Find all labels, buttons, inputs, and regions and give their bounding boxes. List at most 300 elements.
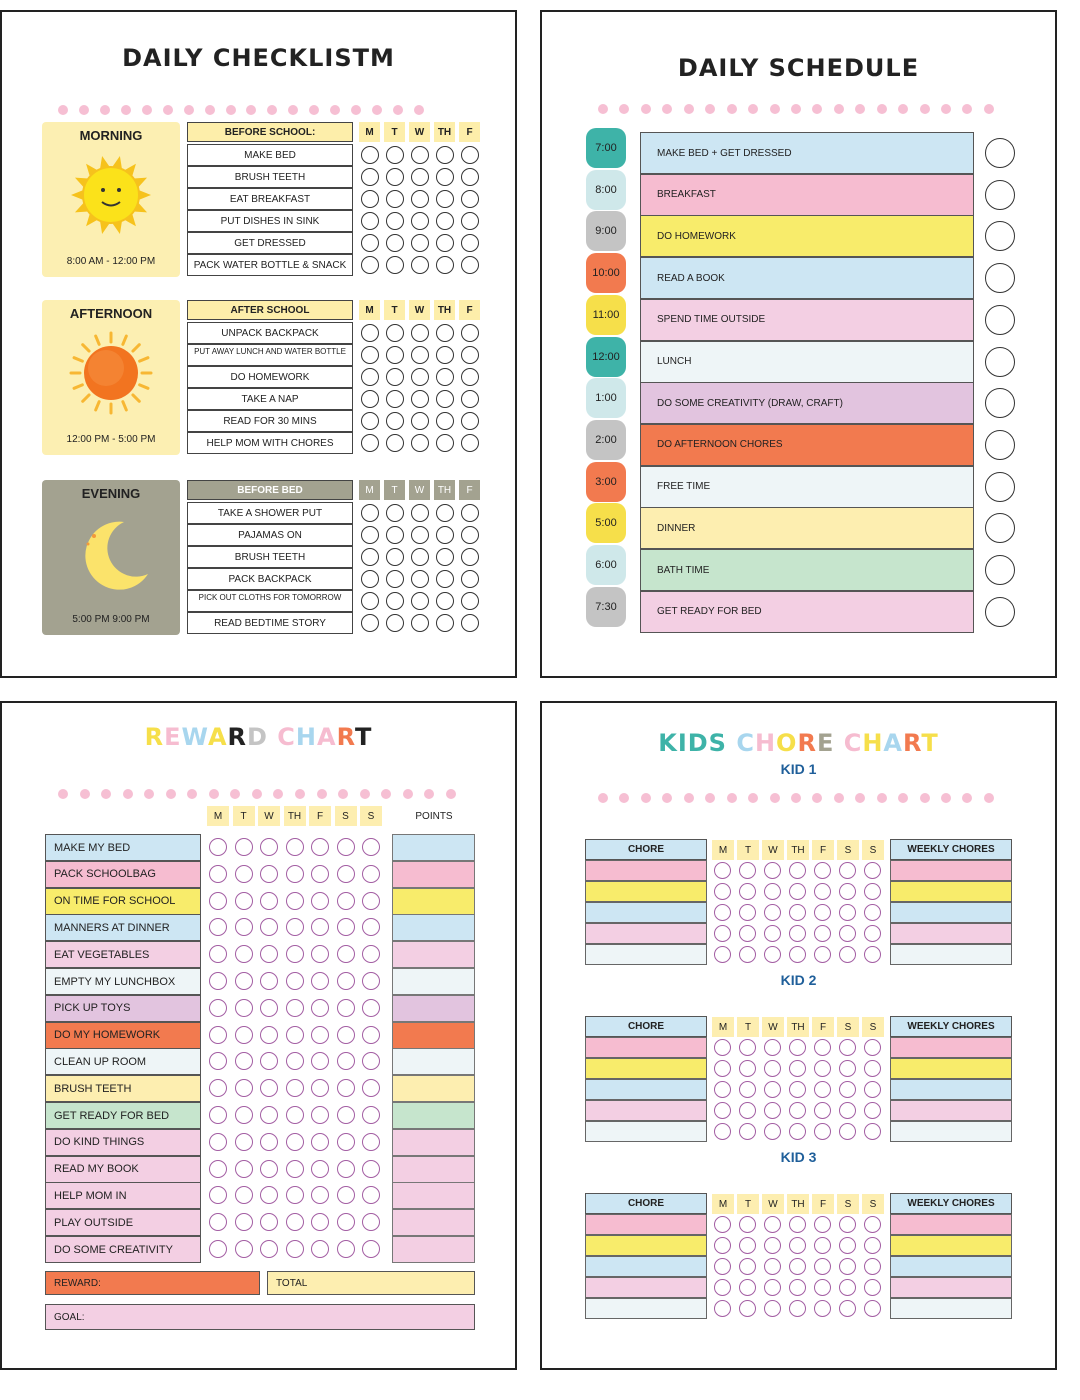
check-circle[interactable] [461,146,479,164]
done-circle[interactable] [985,263,1015,293]
check-circle[interactable] [436,234,454,252]
check-circle[interactable] [411,504,429,522]
check-circle[interactable] [386,324,404,342]
chore-row[interactable] [585,1121,707,1142]
check-circle[interactable] [461,434,479,452]
check-circle[interactable] [361,570,379,588]
reward-circle[interactable] [260,1106,278,1124]
reward-circle[interactable] [260,1079,278,1097]
reward-circle[interactable] [362,1026,380,1044]
weekly-chore-row[interactable] [890,923,1012,944]
reward-circle[interactable] [286,1213,304,1231]
chore-circle[interactable] [839,1216,856,1233]
chore-circle[interactable] [739,1237,756,1254]
chore-row[interactable] [585,860,707,881]
points-box[interactable] [392,995,475,1022]
weekly-chore-row[interactable] [890,1298,1012,1319]
check-circle[interactable] [386,368,404,386]
reward-circle[interactable] [235,1240,253,1258]
chore-circle[interactable] [839,925,856,942]
check-circle[interactable] [436,146,454,164]
reward-circle[interactable] [286,892,304,910]
reward-circle[interactable] [286,1240,304,1258]
chore-circle[interactable] [864,1279,881,1296]
reward-circle[interactable] [209,1213,227,1231]
weekly-chore-row[interactable] [890,860,1012,881]
reward-circle[interactable] [209,865,227,883]
reward-circle[interactable] [337,838,355,856]
chore-circle[interactable] [739,862,756,879]
reward-circle[interactable] [235,1106,253,1124]
reward-circle[interactable] [235,1052,253,1070]
chore-circle[interactable] [864,1123,881,1140]
check-circle[interactable] [461,548,479,566]
chore-circle[interactable] [814,1279,831,1296]
chore-circle[interactable] [764,1300,781,1317]
reward-circle[interactable] [209,1160,227,1178]
reward-circle[interactable] [209,1186,227,1204]
reward-circle[interactable] [209,1026,227,1044]
reward-circle[interactable] [209,1079,227,1097]
check-circle[interactable] [386,592,404,610]
chore-circle[interactable] [739,1060,756,1077]
chore-circle[interactable] [739,1300,756,1317]
reward-circle[interactable] [209,972,227,990]
chore-row[interactable] [585,902,707,923]
check-circle[interactable] [386,434,404,452]
chore-circle[interactable] [764,1279,781,1296]
chore-circle[interactable] [764,1123,781,1140]
reward-circle[interactable] [311,945,329,963]
chore-row[interactable] [585,1058,707,1079]
reward-circle[interactable] [337,1079,355,1097]
chore-circle[interactable] [739,1081,756,1098]
check-circle[interactable] [361,526,379,544]
chore-circle[interactable] [739,925,756,942]
reward-circle[interactable] [337,1133,355,1151]
reward-circle[interactable] [362,1160,380,1178]
reward-circle[interactable] [235,1026,253,1044]
reward-circle[interactable] [337,1052,355,1070]
reward-circle[interactable] [260,865,278,883]
chore-circle[interactable] [764,1237,781,1254]
check-circle[interactable] [461,614,479,632]
reward-circle[interactable] [260,1186,278,1204]
chore-circle[interactable] [839,1060,856,1077]
reward-circle[interactable] [235,1213,253,1231]
points-box[interactable] [392,1209,475,1236]
check-circle[interactable] [461,256,479,274]
done-circle[interactable] [985,430,1015,460]
check-circle[interactable] [361,434,379,452]
reward-circle[interactable] [260,1133,278,1151]
reward-circle[interactable] [362,1052,380,1070]
reward-circle[interactable] [311,892,329,910]
check-circle[interactable] [461,368,479,386]
done-circle[interactable] [985,513,1015,543]
chore-row[interactable] [585,1256,707,1277]
chore-circle[interactable] [814,1081,831,1098]
points-box[interactable] [392,1022,475,1049]
check-circle[interactable] [361,592,379,610]
chore-circle[interactable] [814,1060,831,1077]
check-circle[interactable] [361,146,379,164]
reward-circle[interactable] [260,972,278,990]
reward-circle[interactable] [260,999,278,1017]
weekly-chore-row[interactable] [890,1121,1012,1142]
check-circle[interactable] [386,234,404,252]
chore-circle[interactable] [864,1237,881,1254]
check-circle[interactable] [386,526,404,544]
check-circle[interactable] [461,526,479,544]
chore-row[interactable] [585,1277,707,1298]
reward-circle[interactable] [209,1133,227,1151]
chore-circle[interactable] [864,1300,881,1317]
reward-circle[interactable] [235,1186,253,1204]
reward-circle[interactable] [286,1052,304,1070]
reward-circle[interactable] [286,972,304,990]
chore-circle[interactable] [839,1300,856,1317]
reward-circle[interactable] [337,1186,355,1204]
weekly-chore-row[interactable] [890,1079,1012,1100]
reward-circle[interactable] [235,865,253,883]
check-circle[interactable] [436,548,454,566]
done-circle[interactable] [985,305,1015,335]
reward-circle[interactable] [337,865,355,883]
chore-circle[interactable] [864,1081,881,1098]
check-circle[interactable] [411,146,429,164]
reward-circle[interactable] [362,838,380,856]
reward-circle[interactable] [235,972,253,990]
check-circle[interactable] [386,412,404,430]
check-circle[interactable] [436,324,454,342]
chore-circle[interactable] [814,862,831,879]
reward-circle[interactable] [260,1026,278,1044]
reward-circle[interactable] [311,1186,329,1204]
check-circle[interactable] [411,234,429,252]
check-circle[interactable] [461,324,479,342]
check-circle[interactable] [436,390,454,408]
chore-circle[interactable] [864,883,881,900]
check-circle[interactable] [436,614,454,632]
chore-circle[interactable] [764,1039,781,1056]
reward-circle[interactable] [337,999,355,1017]
reward-circle[interactable] [311,1213,329,1231]
check-circle[interactable] [411,526,429,544]
check-circle[interactable] [436,412,454,430]
reward-circle[interactable] [362,972,380,990]
points-box[interactable] [392,888,475,915]
chore-circle[interactable] [814,1258,831,1275]
chore-circle[interactable] [789,883,806,900]
check-circle[interactable] [436,526,454,544]
chore-circle[interactable] [714,883,731,900]
reward-circle[interactable] [337,892,355,910]
check-circle[interactable] [386,256,404,274]
check-circle[interactable] [461,234,479,252]
reward-circle[interactable] [209,1106,227,1124]
reward-circle[interactable] [311,1079,329,1097]
reward-circle[interactable] [286,1106,304,1124]
check-circle[interactable] [436,346,454,364]
chore-circle[interactable] [814,1123,831,1140]
chore-row[interactable] [585,1100,707,1121]
check-circle[interactable] [436,592,454,610]
check-circle[interactable] [386,190,404,208]
chore-circle[interactable] [839,904,856,921]
chore-circle[interactable] [714,1081,731,1098]
chore-circle[interactable] [714,1237,731,1254]
reward-circle[interactable] [337,918,355,936]
chore-circle[interactable] [814,925,831,942]
chore-circle[interactable] [814,1300,831,1317]
weekly-chore-row[interactable] [890,881,1012,902]
reward-circle[interactable] [286,865,304,883]
chore-circle[interactable] [714,946,731,963]
check-circle[interactable] [361,368,379,386]
reward-circle[interactable] [311,1052,329,1070]
chore-circle[interactable] [739,1039,756,1056]
check-circle[interactable] [411,434,429,452]
reward-circle[interactable] [260,838,278,856]
check-circle[interactable] [411,570,429,588]
check-circle[interactable] [436,368,454,386]
reward-circle[interactable] [286,1133,304,1151]
done-circle[interactable] [985,221,1015,251]
done-circle[interactable] [985,555,1015,585]
reward-circle[interactable] [235,918,253,936]
check-circle[interactable] [386,548,404,566]
points-box[interactable] [392,1182,475,1209]
check-circle[interactable] [411,190,429,208]
check-circle[interactable] [361,390,379,408]
weekly-chore-row[interactable] [890,1235,1012,1256]
points-box[interactable] [392,1129,475,1156]
chore-circle[interactable] [739,946,756,963]
chore-circle[interactable] [714,1216,731,1233]
reward-circle[interactable] [209,1052,227,1070]
check-circle[interactable] [386,346,404,364]
chore-row[interactable] [585,1214,707,1235]
chore-row[interactable] [585,1037,707,1058]
chore-circle[interactable] [764,1102,781,1119]
reward-circle[interactable] [362,945,380,963]
check-circle[interactable] [361,504,379,522]
reward-circle[interactable] [209,945,227,963]
reward-circle[interactable] [362,1079,380,1097]
points-box[interactable] [392,1236,475,1263]
reward-circle[interactable] [260,918,278,936]
check-circle[interactable] [386,390,404,408]
points-box[interactable] [392,914,475,941]
chore-circle[interactable] [789,1039,806,1056]
chore-circle[interactable] [714,1123,731,1140]
check-circle[interactable] [461,212,479,230]
reward-circle[interactable] [362,1133,380,1151]
reward-circle[interactable] [337,972,355,990]
chore-circle[interactable] [714,862,731,879]
chore-row[interactable] [585,1079,707,1100]
reward-circle[interactable] [311,1160,329,1178]
points-box[interactable] [392,941,475,968]
check-circle[interactable] [436,256,454,274]
check-circle[interactable] [411,346,429,364]
chore-circle[interactable] [739,904,756,921]
check-circle[interactable] [411,548,429,566]
chore-row[interactable] [585,923,707,944]
chore-circle[interactable] [714,1060,731,1077]
chore-circle[interactable] [789,1102,806,1119]
reward-circle[interactable] [286,945,304,963]
chore-circle[interactable] [714,925,731,942]
check-circle[interactable] [361,234,379,252]
weekly-chore-row[interactable] [890,944,1012,965]
done-circle[interactable] [985,472,1015,502]
chore-circle[interactable] [764,1081,781,1098]
chore-row[interactable] [585,1235,707,1256]
reward-circle[interactable] [286,1079,304,1097]
chore-circle[interactable] [839,1237,856,1254]
reward-circle[interactable] [362,865,380,883]
reward-circle[interactable] [362,918,380,936]
reward-circle[interactable] [286,1160,304,1178]
chore-circle[interactable] [789,1258,806,1275]
reward-circle[interactable] [311,1240,329,1258]
chore-circle[interactable] [789,1237,806,1254]
chore-circle[interactable] [839,946,856,963]
reward-circle[interactable] [337,1160,355,1178]
check-circle[interactable] [411,212,429,230]
chore-circle[interactable] [864,904,881,921]
reward-circle[interactable] [337,1213,355,1231]
reward-circle[interactable] [311,838,329,856]
check-circle[interactable] [411,324,429,342]
chore-circle[interactable] [814,946,831,963]
reward-circle[interactable] [311,1106,329,1124]
points-box[interactable] [392,861,475,888]
total-field[interactable]: TOTAL [267,1271,475,1295]
reward-circle[interactable] [260,945,278,963]
points-box[interactable] [392,1048,475,1075]
chore-circle[interactable] [814,1216,831,1233]
chore-circle[interactable] [764,1258,781,1275]
check-circle[interactable] [436,570,454,588]
reward-circle[interactable] [286,1026,304,1044]
chore-circle[interactable] [714,1102,731,1119]
chore-circle[interactable] [764,862,781,879]
chore-circle[interactable] [839,1039,856,1056]
chore-circle[interactable] [789,1216,806,1233]
chore-circle[interactable] [789,1300,806,1317]
reward-circle[interactable] [260,892,278,910]
chore-row[interactable] [585,1298,707,1319]
check-circle[interactable] [386,504,404,522]
check-circle[interactable] [361,614,379,632]
reward-circle[interactable] [235,892,253,910]
reward-circle[interactable] [235,1160,253,1178]
goal-field[interactable]: GOAL: [45,1304,475,1330]
weekly-chore-row[interactable] [890,1058,1012,1079]
check-circle[interactable] [361,168,379,186]
reward-field[interactable]: REWARD: [45,1271,260,1295]
reward-circle[interactable] [311,999,329,1017]
points-box[interactable] [392,968,475,995]
check-circle[interactable] [411,368,429,386]
check-circle[interactable] [361,190,379,208]
chore-circle[interactable] [789,904,806,921]
points-box[interactable] [392,1075,475,1102]
points-box[interactable] [392,1102,475,1129]
chore-circle[interactable] [864,925,881,942]
reward-circle[interactable] [362,1240,380,1258]
points-box[interactable] [392,1156,475,1183]
chore-circle[interactable] [789,1060,806,1077]
chore-circle[interactable] [789,925,806,942]
reward-circle[interactable] [311,865,329,883]
check-circle[interactable] [386,570,404,588]
chore-circle[interactable] [814,904,831,921]
reward-circle[interactable] [235,945,253,963]
reward-circle[interactable] [209,1240,227,1258]
chore-circle[interactable] [789,1081,806,1098]
chore-circle[interactable] [814,1237,831,1254]
reward-circle[interactable] [260,1213,278,1231]
reward-circle[interactable] [362,999,380,1017]
check-circle[interactable] [361,412,379,430]
chore-circle[interactable] [839,883,856,900]
check-circle[interactable] [436,434,454,452]
reward-circle[interactable] [235,1133,253,1151]
reward-circle[interactable] [362,1106,380,1124]
check-circle[interactable] [361,324,379,342]
reward-circle[interactable] [209,918,227,936]
chore-circle[interactable] [714,1039,731,1056]
check-circle[interactable] [361,548,379,566]
done-circle[interactable] [985,597,1015,627]
reward-circle[interactable] [209,999,227,1017]
check-circle[interactable] [386,146,404,164]
reward-circle[interactable] [235,999,253,1017]
reward-circle[interactable] [337,1106,355,1124]
chore-circle[interactable] [839,862,856,879]
chore-circle[interactable] [814,883,831,900]
check-circle[interactable] [436,168,454,186]
chore-row[interactable] [585,944,707,965]
reward-circle[interactable] [311,1026,329,1044]
reward-circle[interactable] [311,972,329,990]
chore-circle[interactable] [714,904,731,921]
chore-circle[interactable] [864,1102,881,1119]
chore-circle[interactable] [864,1216,881,1233]
chore-circle[interactable] [864,1258,881,1275]
chore-circle[interactable] [739,1258,756,1275]
check-circle[interactable] [361,256,379,274]
chore-circle[interactable] [739,1279,756,1296]
chore-circle[interactable] [789,1123,806,1140]
reward-circle[interactable] [362,1213,380,1231]
chore-circle[interactable] [839,1258,856,1275]
check-circle[interactable] [411,390,429,408]
reward-circle[interactable] [235,1079,253,1097]
check-circle[interactable] [411,256,429,274]
chore-circle[interactable] [764,1060,781,1077]
reward-circle[interactable] [235,838,253,856]
reward-circle[interactable] [260,1052,278,1070]
chore-circle[interactable] [739,1123,756,1140]
chore-circle[interactable] [814,1039,831,1056]
reward-circle[interactable] [337,1026,355,1044]
chore-circle[interactable] [714,1258,731,1275]
